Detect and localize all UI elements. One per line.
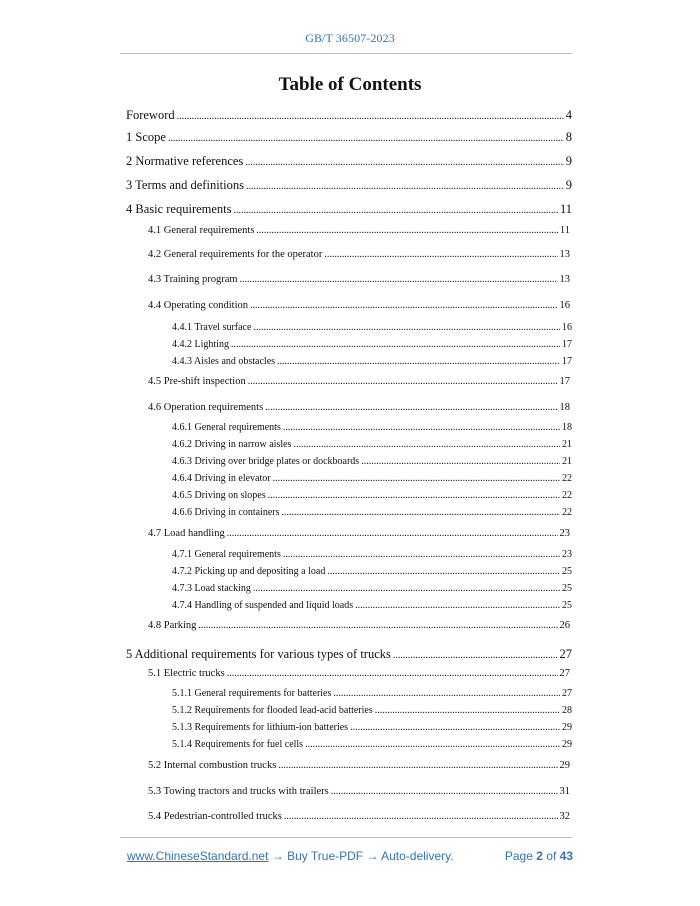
toc-entry-label: 4.4.1 Travel surface bbox=[172, 322, 252, 333]
toc-entry-page: 11 bbox=[559, 202, 572, 216]
toc-leader-dots bbox=[305, 739, 560, 750]
toc-entry[interactable] bbox=[148, 620, 570, 631]
page-indicator bbox=[505, 849, 573, 863]
toc-leader-dots bbox=[168, 133, 564, 144]
toc-entry[interactable] bbox=[172, 705, 572, 716]
toc-entry-page: 27 bbox=[559, 668, 570, 679]
footer bbox=[127, 849, 573, 863]
toc-entry[interactable] bbox=[126, 647, 572, 662]
toc-leader-dots bbox=[234, 205, 558, 216]
toc-leader-dots bbox=[393, 650, 558, 661]
toc-leader-dots bbox=[375, 705, 560, 716]
toc-leader-dots bbox=[253, 322, 560, 333]
toc-entry[interactable] bbox=[172, 339, 572, 350]
toc-entry-label: 4.8 Parking bbox=[148, 620, 197, 631]
toc-entry-page: 17 bbox=[559, 376, 570, 387]
toc-leader-dots bbox=[277, 356, 560, 367]
toc-leader-dots bbox=[227, 668, 558, 679]
website-link[interactable]: www.ChineseStandard.net bbox=[127, 849, 269, 863]
toc-entry-label: 4.1 General requirements bbox=[148, 225, 255, 236]
toc-entry-page: 28 bbox=[562, 705, 572, 716]
toc-entry-page: 31 bbox=[559, 786, 570, 797]
toc-entry[interactable] bbox=[126, 108, 572, 123]
toc-leader-dots bbox=[177, 111, 564, 122]
toc-leader-dots bbox=[281, 507, 560, 518]
page-word: Page bbox=[504, 849, 533, 863]
toc-entry[interactable] bbox=[126, 202, 572, 217]
toc-entry[interactable] bbox=[148, 225, 570, 236]
toc-leader-dots bbox=[333, 688, 560, 699]
toc-entry-page: 25 bbox=[562, 566, 572, 577]
toc-entry-page: 16 bbox=[562, 322, 572, 333]
toc-entry-label: 5.1.3 Requirements for lithium-ion batteries bbox=[172, 722, 349, 733]
toc-entry-page: 29 bbox=[562, 739, 572, 750]
toc-entry[interactable] bbox=[148, 274, 570, 285]
toc-leader-dots bbox=[324, 249, 557, 260]
toc-entry-label: 4.7.4 Handling of suspended and liquid loads bbox=[172, 600, 354, 611]
toc-entry-label: 3 Terms and definitions bbox=[126, 178, 244, 192]
toc-entry[interactable] bbox=[172, 439, 572, 450]
toc-entry-label: 5 Additional requirements for various types of trucks bbox=[126, 647, 391, 661]
toc-entry[interactable] bbox=[148, 249, 570, 260]
toc-leader-dots bbox=[361, 456, 560, 467]
toc-entry[interactable] bbox=[172, 600, 572, 611]
toc-leader-dots bbox=[250, 300, 557, 311]
toc-entry-label: 4 Basic requirements bbox=[126, 202, 232, 216]
toc-entry-page: 22 bbox=[562, 490, 572, 501]
toc-entry-label: 1 Scope bbox=[126, 130, 166, 144]
toc-entry[interactable] bbox=[172, 566, 572, 577]
toc-entry-page: 21 bbox=[562, 456, 572, 467]
toc-entry-label: 5.3 Towing tractors and trucks with trailers bbox=[148, 786, 329, 797]
toc-entry-label: 4.6.2 Driving in narrow aisles bbox=[172, 439, 292, 450]
toc-entry-page: 23 bbox=[559, 528, 570, 539]
toc-entry-label: Foreword bbox=[126, 108, 175, 122]
toc-entry-page: 17 bbox=[562, 356, 572, 367]
toc-entry[interactable] bbox=[126, 130, 572, 145]
toc-leader-dots bbox=[284, 811, 558, 822]
toc-entry[interactable] bbox=[172, 507, 572, 518]
toc-entry-page: 27 bbox=[562, 688, 572, 699]
toc-entry[interactable] bbox=[148, 402, 570, 413]
toc-entry-label: 5.1.1 General requirements for batteries bbox=[172, 688, 332, 699]
toc-entry-page: 27 bbox=[559, 647, 572, 661]
toc-entry-label: 4.6 Operation requirements bbox=[148, 402, 264, 413]
toc-entry-label: 5.1.2 Requirements for flooded lead-acid batteries bbox=[172, 705, 373, 716]
toc-entry-page: 26 bbox=[559, 620, 570, 631]
toc-leader-dots bbox=[227, 528, 558, 539]
toc-entry-label: 4.6.4 Driving in elevator bbox=[172, 473, 271, 484]
toc-leader-dots bbox=[283, 549, 560, 560]
toc-entry-label: 4.4 Operating condition bbox=[148, 300, 249, 311]
toc-entry-label: 5.2 Internal combustion trucks bbox=[148, 760, 277, 771]
toc-entry-label: 4.7.3 Load stacking bbox=[172, 583, 251, 594]
toc-entry[interactable] bbox=[148, 376, 570, 387]
toc-leader-dots bbox=[283, 422, 560, 433]
toc-leader-dots bbox=[248, 376, 558, 387]
toc-entry[interactable] bbox=[172, 583, 572, 594]
toc-entry-label: 4.5 Pre-shift inspection bbox=[148, 376, 246, 387]
toc-entry-label: 4.7 Load handling bbox=[148, 528, 225, 539]
toc-entry-label: 5.1 Electric trucks bbox=[148, 668, 225, 679]
toc-leader-dots bbox=[265, 402, 557, 413]
toc-entry[interactable] bbox=[126, 178, 572, 193]
toc-entry-label: 4.6.3 Driving over bridge plates or dockboards bbox=[172, 456, 360, 467]
page-total: 43 bbox=[559, 849, 573, 863]
page-title: Table of Contents bbox=[278, 74, 422, 95]
toc-leader-dots bbox=[240, 274, 558, 285]
toc-entry-page: 25 bbox=[562, 600, 572, 611]
toc-entry-page: 29 bbox=[559, 760, 570, 771]
toc-leader-dots bbox=[253, 583, 560, 594]
toc-leader-dots bbox=[245, 157, 563, 168]
toc-leader-dots bbox=[231, 339, 560, 350]
toc-entry-label: 4.3 Training program bbox=[148, 274, 238, 285]
toc-entry-label: 4.7.2 Picking up and depositing a load bbox=[172, 566, 326, 577]
toc-entry[interactable] bbox=[172, 473, 572, 484]
toc-entry[interactable] bbox=[172, 422, 572, 433]
toc-entry-page: 18 bbox=[559, 402, 570, 413]
toc-entry-label: 2 Normative references bbox=[126, 154, 244, 168]
toc-entry[interactable] bbox=[172, 490, 572, 501]
toc-entry-page: 21 bbox=[562, 439, 572, 450]
toc-entry[interactable] bbox=[148, 528, 570, 539]
toc-entry-page: 22 bbox=[562, 473, 572, 484]
toc-entry[interactable] bbox=[148, 668, 570, 679]
toc-leader-dots bbox=[350, 722, 560, 733]
toc-entry-page: 9 bbox=[565, 154, 572, 168]
document-code-header: GB/T 36507-2023 bbox=[305, 31, 395, 45]
toc-entry[interactable] bbox=[148, 811, 570, 822]
footer-promo bbox=[127, 849, 454, 863]
toc-entry-label: 4.4.2 Lighting bbox=[172, 339, 229, 350]
toc-entry-label: 5.1.4 Requirements for fuel cells bbox=[172, 739, 304, 750]
toc-entry-page: 16 bbox=[559, 300, 570, 311]
toc-entry-page: 32 bbox=[559, 811, 570, 822]
toc-entry[interactable] bbox=[126, 154, 572, 169]
toc-entry[interactable] bbox=[172, 722, 572, 733]
header-divider bbox=[120, 53, 572, 54]
toc-leader-dots bbox=[278, 760, 557, 771]
toc-leader-dots bbox=[268, 490, 560, 501]
toc-entry[interactable] bbox=[148, 786, 570, 797]
toc-leader-dots bbox=[256, 225, 557, 236]
toc-leader-dots bbox=[293, 439, 560, 450]
toc-entry-page: 4 bbox=[565, 108, 572, 122]
toc-entry-page: 29 bbox=[562, 722, 572, 733]
footer-divider bbox=[120, 837, 572, 838]
toc-entry-page: 13 bbox=[559, 274, 570, 285]
toc-entry-label: 4.6.5 Driving on slopes bbox=[172, 490, 266, 501]
toc-leader-dots bbox=[246, 181, 564, 192]
toc-entry[interactable] bbox=[172, 549, 572, 560]
toc-entry[interactable] bbox=[172, 456, 572, 467]
toc-leader-dots bbox=[198, 620, 557, 631]
toc-entry-page: 22 bbox=[562, 507, 572, 518]
toc-entry-page: 23 bbox=[562, 549, 572, 560]
toc-entry[interactable] bbox=[148, 300, 570, 311]
toc-entry[interactable] bbox=[172, 356, 572, 367]
toc-entry-page: 25 bbox=[562, 583, 572, 594]
toc-leader-dots bbox=[327, 566, 560, 577]
toc-leader-dots bbox=[331, 786, 558, 797]
toc-leader-dots bbox=[273, 473, 560, 484]
toc-entry-label: 4.2 General requirements for the operator bbox=[148, 249, 323, 260]
toc-entry-page: 11 bbox=[559, 225, 570, 236]
toc-entry[interactable] bbox=[172, 688, 572, 699]
toc-entry-page: 17 bbox=[562, 339, 572, 350]
toc-entry[interactable] bbox=[148, 760, 570, 771]
toc-leader-dots bbox=[355, 600, 560, 611]
toc-entry-label: 4.6.1 General requirements bbox=[172, 422, 281, 433]
toc-entry-label: 4.4.3 Aisles and obstacles bbox=[172, 356, 276, 367]
toc-entry-label: 5.4 Pedestrian-controlled trucks bbox=[148, 811, 282, 822]
toc-entry[interactable] bbox=[172, 739, 572, 750]
page-current: 2 bbox=[536, 849, 543, 863]
toc-entry-label: 4.7.1 General requirements bbox=[172, 549, 281, 560]
toc-entry-page: 9 bbox=[565, 178, 572, 192]
toc-entry-page: 18 bbox=[562, 422, 572, 433]
page-of: of bbox=[546, 849, 557, 863]
toc-entry[interactable] bbox=[172, 322, 572, 333]
promo-text: → Buy True-PDF → Auto-delivery. bbox=[268, 849, 454, 863]
toc-entry-page: 8 bbox=[565, 130, 572, 144]
toc-entry-page: 13 bbox=[559, 249, 570, 260]
toc-entry-label: 4.6.6 Driving in containers bbox=[172, 507, 280, 518]
